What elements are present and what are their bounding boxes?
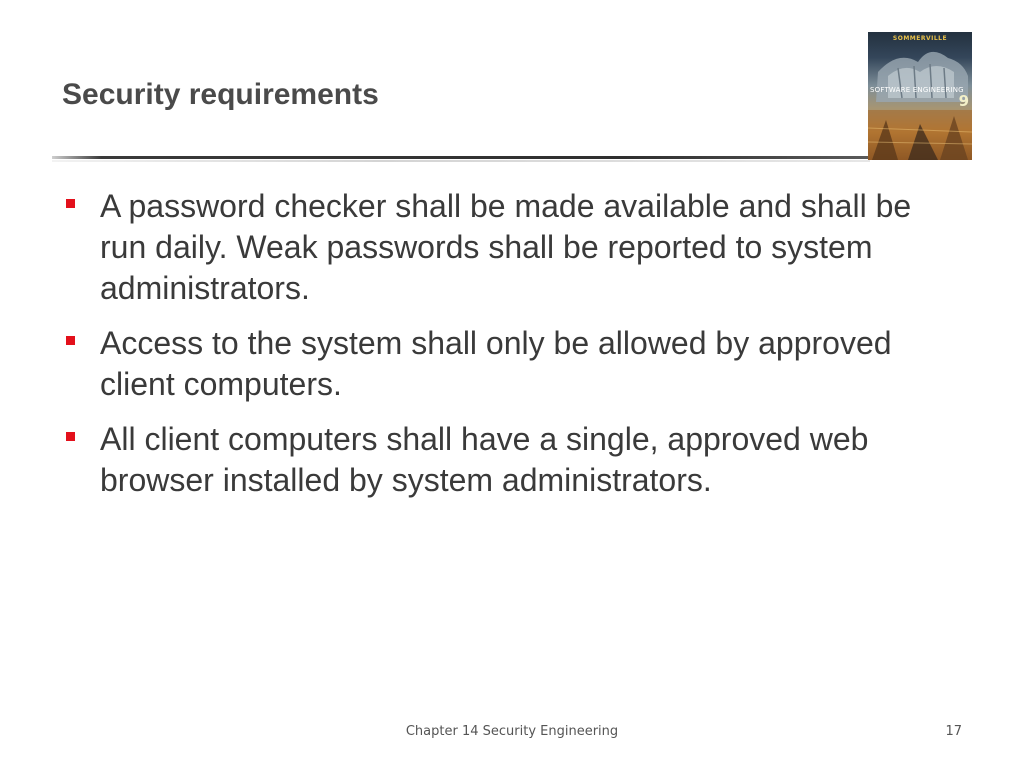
bullet-list — [62, 186, 962, 515]
bullet-text: A password checker shall be made available and shall be run daily. Weak passwords shall be reported to system administrators. — [100, 188, 912, 306]
footer-page-number: 17 — [945, 724, 962, 739]
bullet-item — [62, 186, 962, 309]
cover-art — [868, 32, 972, 160]
title-divider-shadow — [52, 160, 870, 162]
bullet-text: Access to the system shall only be allowed by approved client computers. — [100, 325, 892, 402]
bullet-item — [62, 323, 962, 405]
title-divider — [52, 156, 870, 159]
footer-chapter: Chapter 14 Security Engineering — [405, 724, 619, 739]
square-bullet-icon — [66, 336, 75, 345]
bullet-text: All client computers shall have a single, approved web browser installed by system administrators. — [100, 421, 869, 498]
bullet-item — [62, 419, 962, 501]
book-cover-image — [868, 32, 972, 160]
cover-edition: 9 — [958, 92, 969, 110]
cover-author: SOMMERVILLE — [892, 35, 948, 42]
square-bullet-icon — [66, 199, 75, 208]
square-bullet-icon — [66, 432, 75, 441]
slide-title: Security requirements — [62, 78, 379, 111]
cover-title: SOFTWARE ENGINEERING — [870, 86, 964, 94]
